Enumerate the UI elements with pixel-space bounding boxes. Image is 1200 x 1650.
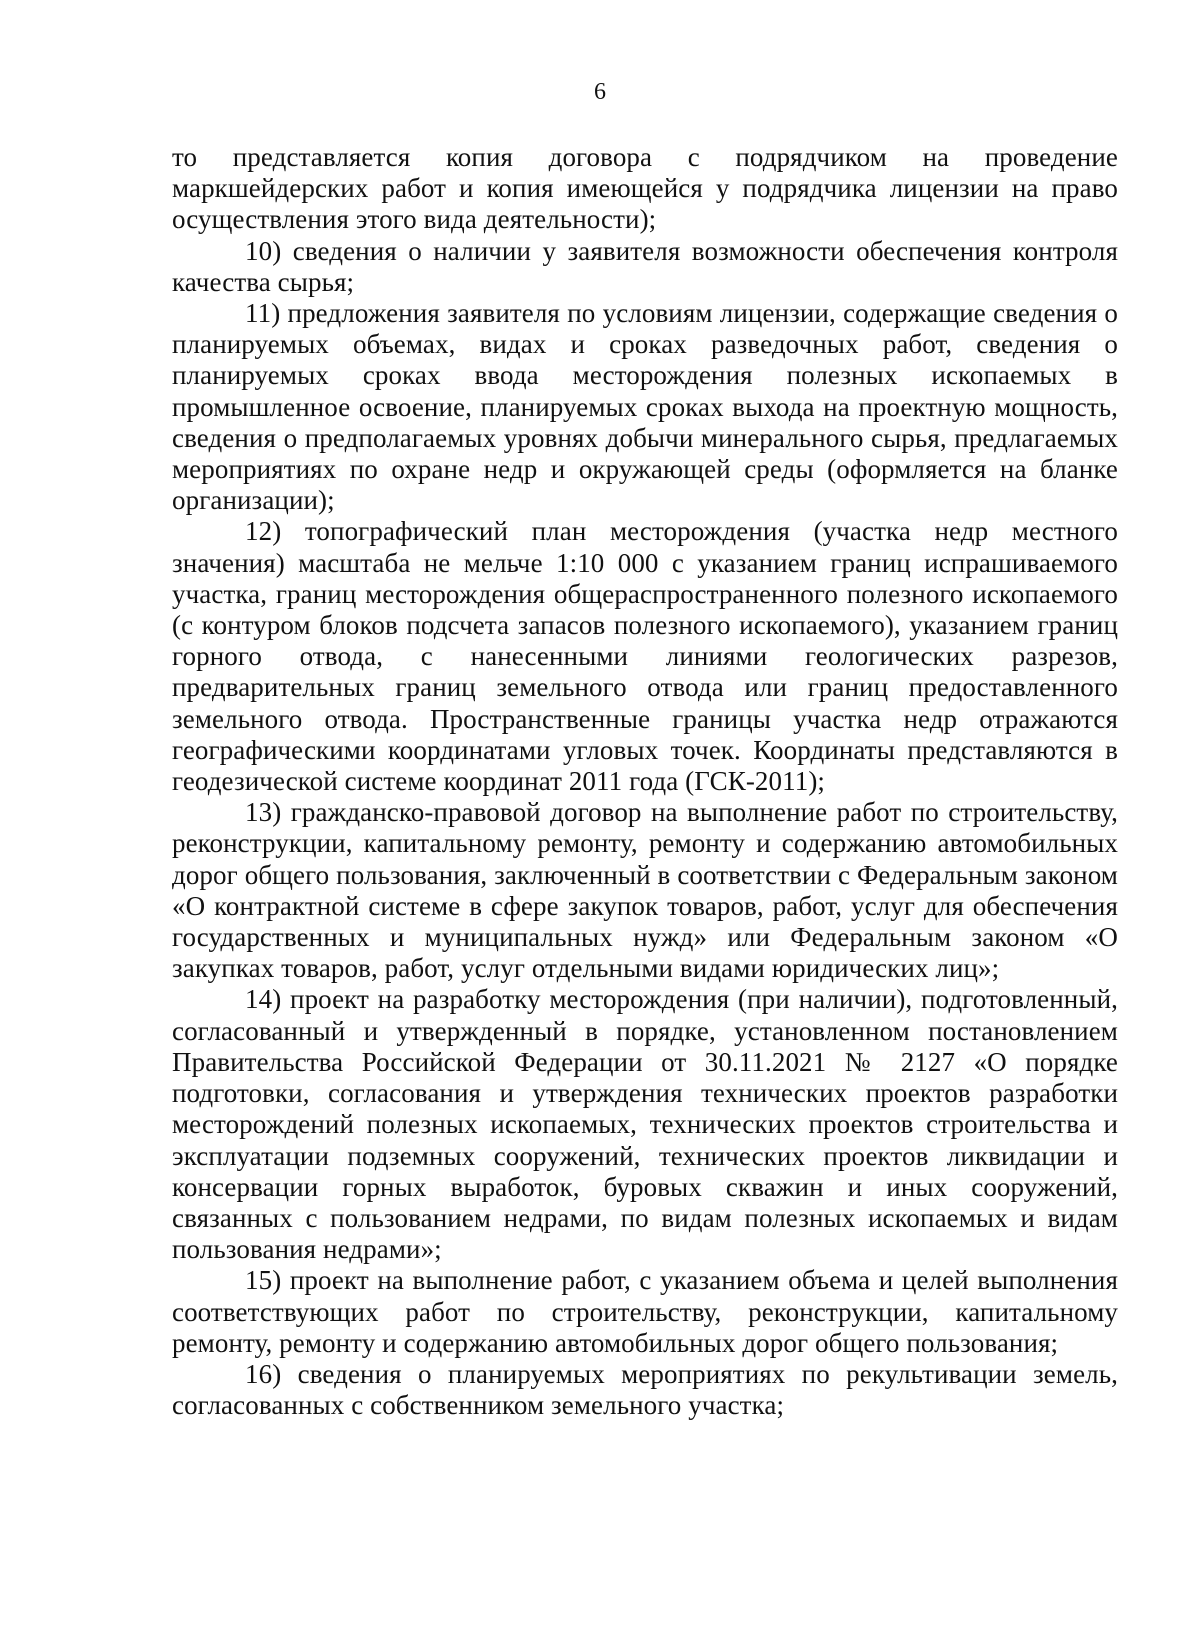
list-item-16: 16) сведения о планируемых мероприятиях по рекультивации земель, согласованных с собственником земельного участка; xyxy=(172,1358,1118,1421)
list-item-10: 10) сведения о наличии у заявителя возможности обеспечения контроля качества сырья; xyxy=(172,235,1118,297)
list-item-15: 15) проект на выполнение работ, с указанием объема и целей выполнения соответствующих работ по строительству, реконструкции, капитальному ремонту, ремонту и содержанию автомобильных дорог общего пользования; xyxy=(172,1265,1118,1358)
list-item-13: 13) гражданско-правовой договор на выполнение работ по строительству, реконструкции, капитальному ремонту, ремонту и содержанию автомобильных дорог общего пользования, заключенный в соответствии с Федеральным законом «О контрактной системе в сфере закупок товаров, работ, услуг для обеспечения государственных и муниципальных нужд» или Федеральным законом «О закупках товаров, работ, услуг отдельными видами юридических лиц»; xyxy=(172,797,1118,984)
list-item-11: 11) предложения заявителя по условиям лицензии, содержащие сведения о планируемых объемах, видах и сроках разведочных работ, сведения о планируемых сроках ввода месторождения полезных ископаемых в промышленное освоение, планируемых сроках выхода на проектную мощность, сведения о предполагаемых уровнях добычи минерального сырья, предлагаемых мероприятиях по охране недр и окружающей среды (оформляется на бланке организации); xyxy=(172,298,1118,516)
list-item-12: 12) топографический план месторождения (участка недр местного значения) масштаба не мельче 1:10 000 с указанием границ испрашиваемого участка, границ месторождения общераспространенного полезного ископаемого (с контуром блоков подсчета запасов полезного ископаемого), указанием границ горного отвода, с нанесенными линиями геологических разрезов, предварительных границ земельного отвода или границ предоставленного земельного отвода. Пространственные границы участка недр отражаются географическими координатами угловых точек. Координаты представляются в геодезической системе координат 2011 года (ГСК-2011); xyxy=(172,516,1118,797)
page-number: 6 xyxy=(594,79,606,105)
paragraph-continuation: то представляется копия договора с подрядчиком на проведение маркшейдерских работ и копия имеющейся у подрядчика лицензии на право осуществления этого вида деятельности); xyxy=(172,142,1118,235)
document-body xyxy=(172,142,1118,1421)
list-item-14: 14) проект на разработку месторождения (при наличии), подготовленный, согласованный и утвержденный в порядке, установленном постановлением Правительства Российской Федерации от 30.11.2021 № 2127 «О порядке подготовки, согласования и утверждения технических проектов разработки месторождений полезных ископаемых, технических проектов строительства и эксплуатации подземных сооружений, технических проектов ликвидации и консервации горных выработок, буровых скважин и иных сооружений, связанных с пользованием недрами, по видам полезных ископаемых и видам пользования недрами»; xyxy=(172,984,1118,1265)
